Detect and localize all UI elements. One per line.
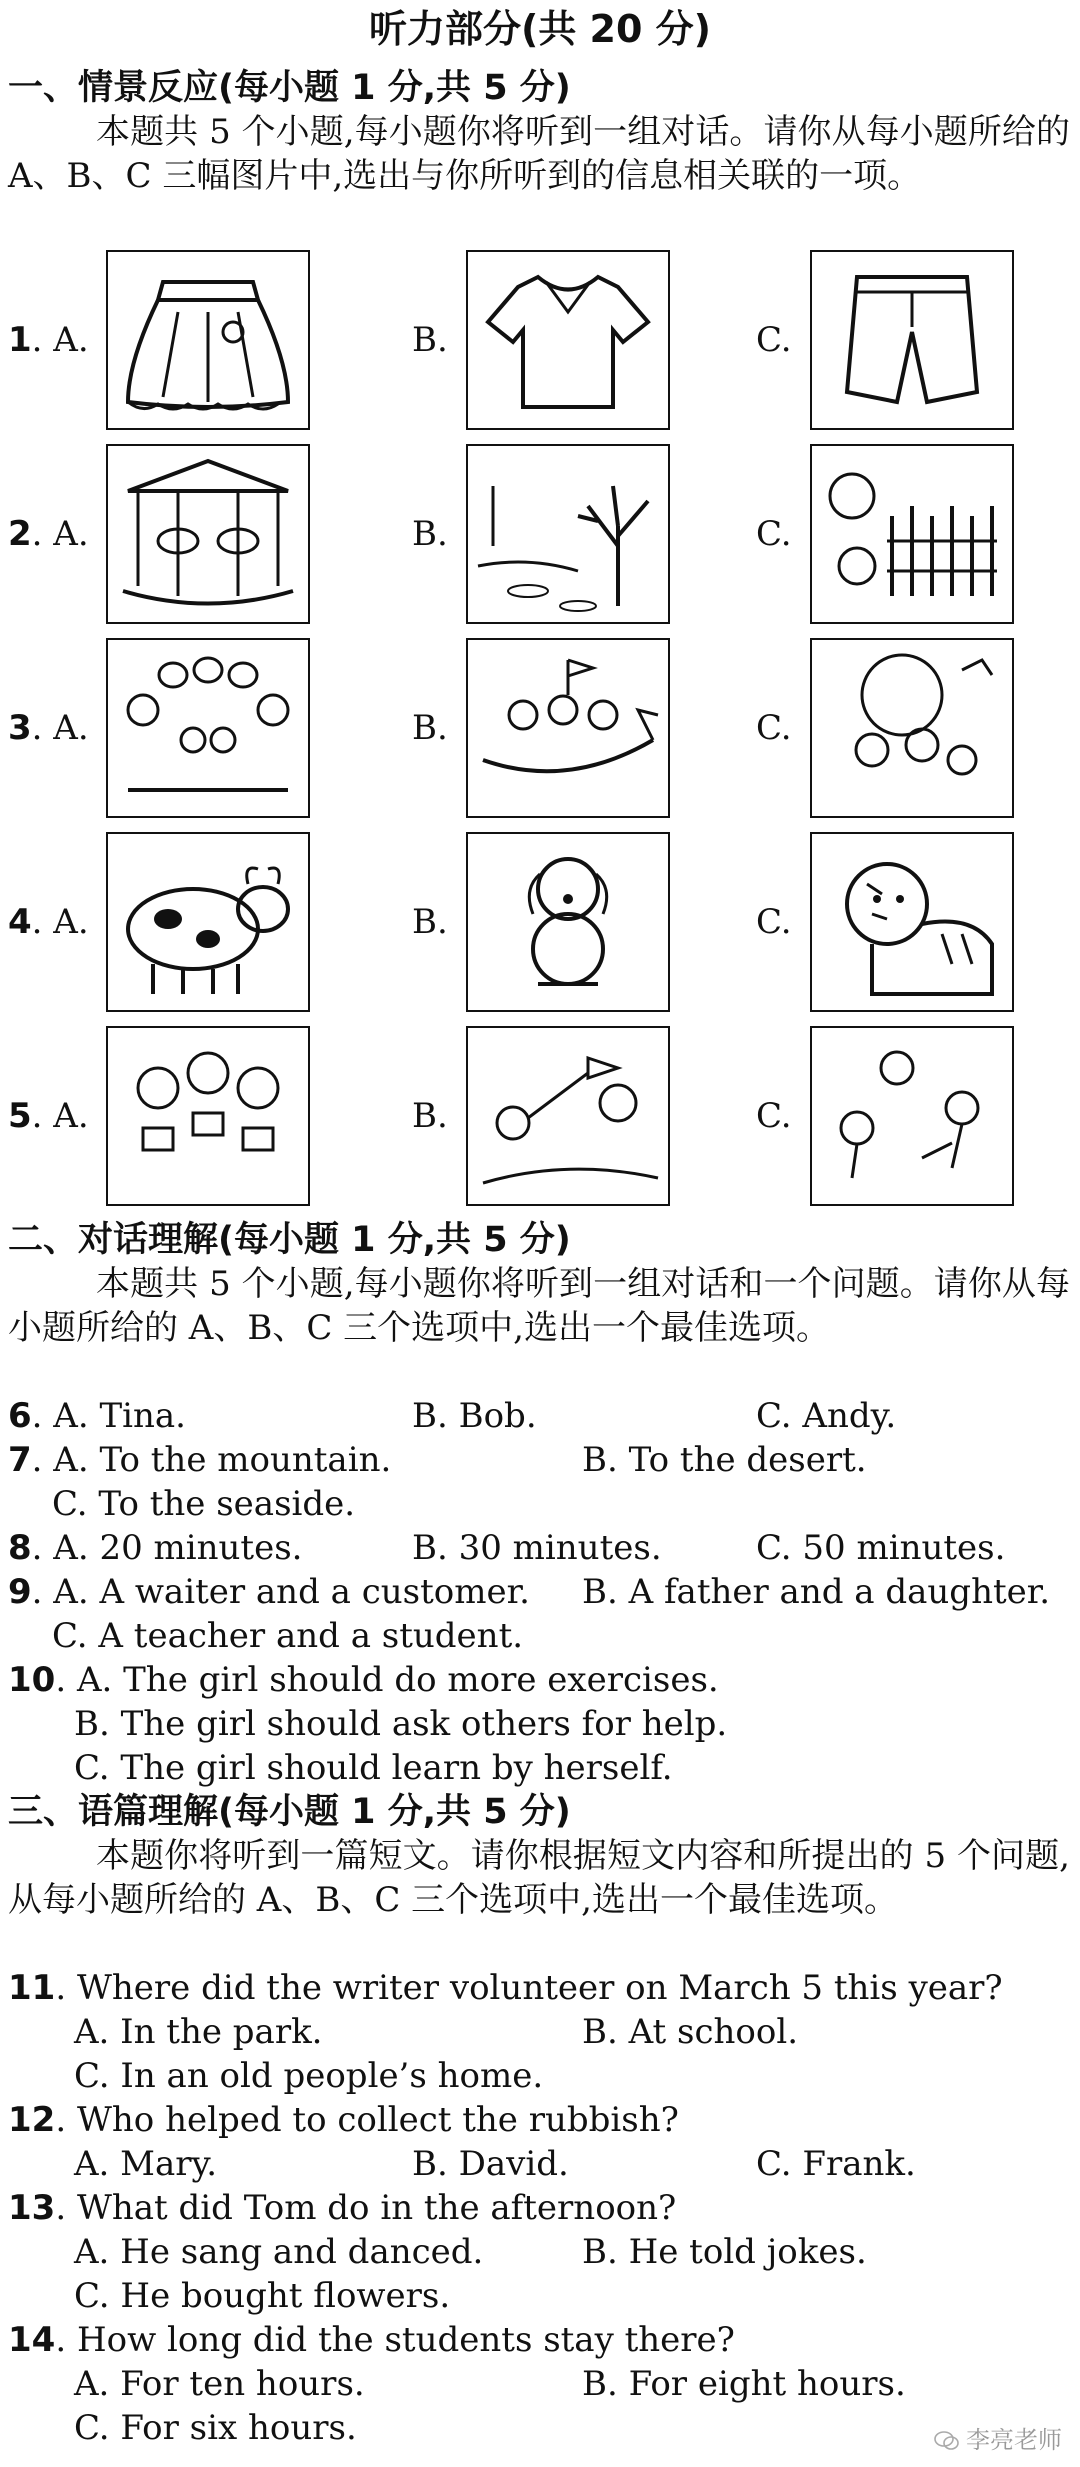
question-number: 4 [8,902,32,942]
question-12-option-a: A. Mary. [74,2144,218,2184]
question-7-option-a [8,1438,391,1482]
question-13-option-a: A. He sang and danced. [74,2232,484,2272]
option-a-label: . A. [31,902,89,942]
question-7-option-c: C. To the seaside. [52,1484,356,1524]
question-13-stem [8,2186,676,2230]
section-1-instruction: 本题共 5 个小题,每小题你将听到一组对话。请你从每小题所给的 A、B、C 三幅图片中,选出与你所听到的信息相关联的一项。 [8,112,1070,196]
question-4-label [8,900,89,944]
question-6-option-b: B. Bob. [412,1396,537,1436]
cow-icon[interactable] [106,832,310,1012]
tiger-icon[interactable] [810,832,1014,1012]
question-14-option-b: B. For eight hours. [582,2364,906,2404]
section-1-heading: 一、情景反应(每小题 1 分,共 5 分) [8,68,571,108]
question-9-option-b: B. A father and a daughter. [582,1572,1051,1612]
section-3-instruction: 本题你将听到一篇短文。请你根据短文内容和所提出的 5 个问题,从每小题所给的 A、B、C 三个选项中,选出一个最佳选项。 [8,1836,1070,1920]
page-title: 听力部分(共 20 分) [368,7,712,51]
dog-icon[interactable] [466,832,670,1012]
kite-children-icon[interactable] [466,1026,670,1206]
section-2-heading: 二、对话理解(每小题 1 分,共 5 分) [8,1220,571,1260]
lantern-family-icon[interactable] [106,638,310,818]
question-1-option-b: B. [412,320,448,360]
question-12-option-c: C. Frank. [756,2144,916,2184]
option-text: . A. A waiter and a customer. [31,1572,530,1612]
shorts-icon[interactable] [810,250,1014,430]
question-8-option-c: C. 50 minutes. [756,1528,1006,1568]
question-10-option-b: B. The girl should ask others for help. [74,1704,728,1744]
shirt-icon[interactable] [466,250,670,430]
question-2-option-c: C. [756,514,792,554]
question-3-label [8,706,89,750]
question-number: 9 [8,1572,32,1612]
option-text: . A. Tina. [31,1396,186,1436]
question-5-option-b: B. [412,1096,448,1136]
question-14-stem [8,2318,735,2362]
question-number: 6 [8,1396,32,1436]
question-8-option-a [8,1526,302,1570]
option-a-label: . A. [31,1096,89,1136]
question-9-option-c: C. A teacher and a student. [52,1616,524,1656]
question-9-option-a [8,1570,530,1614]
question-4-option-c: C. [756,902,792,942]
option-text: . A. The girl should do more exercises. [55,1660,719,1700]
question-number: 8 [8,1528,32,1568]
section-2-instruction: 本题共 5 个小题,每小题你将听到一组对话和一个问题。请你从每小题所给的 A、B、C 三个选项中,选出一个最佳选项。 [8,1264,1070,1348]
question-number: 1 [8,320,32,360]
question-13-option-c: C. He bought flowers. [74,2276,451,2316]
question-number: 13 [8,2188,56,2228]
question-number: 7 [8,1440,32,1480]
question-number: 2 [8,514,32,554]
question-2-label [8,512,89,556]
question-10-option-c: C. The girl should learn by herself. [74,1748,673,1788]
question-number: 10 [8,1660,56,1700]
question-1-option-c: C. [756,320,792,360]
reading-children-icon[interactable] [106,1026,310,1206]
question-number: 12 [8,2100,56,2140]
question-text: . Where did the writer volunteer on March 5 this year? [55,1968,1003,2008]
fence-garden-icon[interactable] [810,444,1014,624]
question-number: 3 [8,708,32,748]
question-text: . How long did the students stay there? [55,2320,735,2360]
question-11-option-b: B. At school. [582,2012,799,2052]
park-tree-icon[interactable] [466,444,670,624]
skirt-icon[interactable] [106,250,310,430]
watermark [934,2420,1062,2455]
question-6-option-c: C. Andy. [756,1396,897,1436]
question-number: 14 [8,2320,56,2360]
question-8-option-b: B. 30 minutes. [412,1528,662,1568]
option-text: . A. 20 minutes. [31,1528,303,1568]
football-children-icon[interactable] [810,1026,1014,1206]
question-4-option-b: B. [412,902,448,942]
option-a-label: . A. [31,708,89,748]
carousel-icon[interactable] [106,444,310,624]
question-6-option-a [8,1394,186,1438]
question-12-stem [8,2098,679,2142]
question-3-option-b: B. [412,708,448,748]
wechat-icon [934,2430,960,2452]
question-14-option-c: C. For six hours. [74,2408,357,2448]
question-11-option-a: A. In the park. [74,2012,323,2052]
option-text: . A. To the mountain. [31,1440,392,1480]
question-2-option-b: B. [412,514,448,554]
question-5-label [8,1094,89,1138]
question-1-label [8,318,89,362]
question-11-stem [8,1966,1003,2010]
option-a-label: . A. [31,514,89,554]
question-text: . Who helped to collect the rubbish? [55,2100,679,2140]
question-13-option-b: B. He told jokes. [582,2232,867,2272]
question-12-option-b: B. David. [412,2144,569,2184]
question-10-option-a [8,1658,719,1702]
question-3-option-c: C. [756,708,792,748]
question-5-option-c: C. [756,1096,792,1136]
question-14-option-a: A. For ten hours. [74,2364,365,2404]
question-text: . What did Tom do in the afternoon? [55,2188,677,2228]
mooncake-family-icon[interactable] [810,638,1014,818]
option-a-label: . A. [31,320,89,360]
question-number: 5 [8,1096,32,1136]
question-number: 11 [8,1968,56,2008]
watermark-text: 李亮老师 [966,2426,1062,2454]
question-11-option-c: C. In an old people’s home. [74,2056,544,2096]
section-3-heading: 三、语篇理解(每小题 1 分,共 5 分) [8,1792,571,1832]
question-7-option-b: B. To the desert. [582,1440,867,1480]
dragon-boat-icon[interactable] [466,638,670,818]
